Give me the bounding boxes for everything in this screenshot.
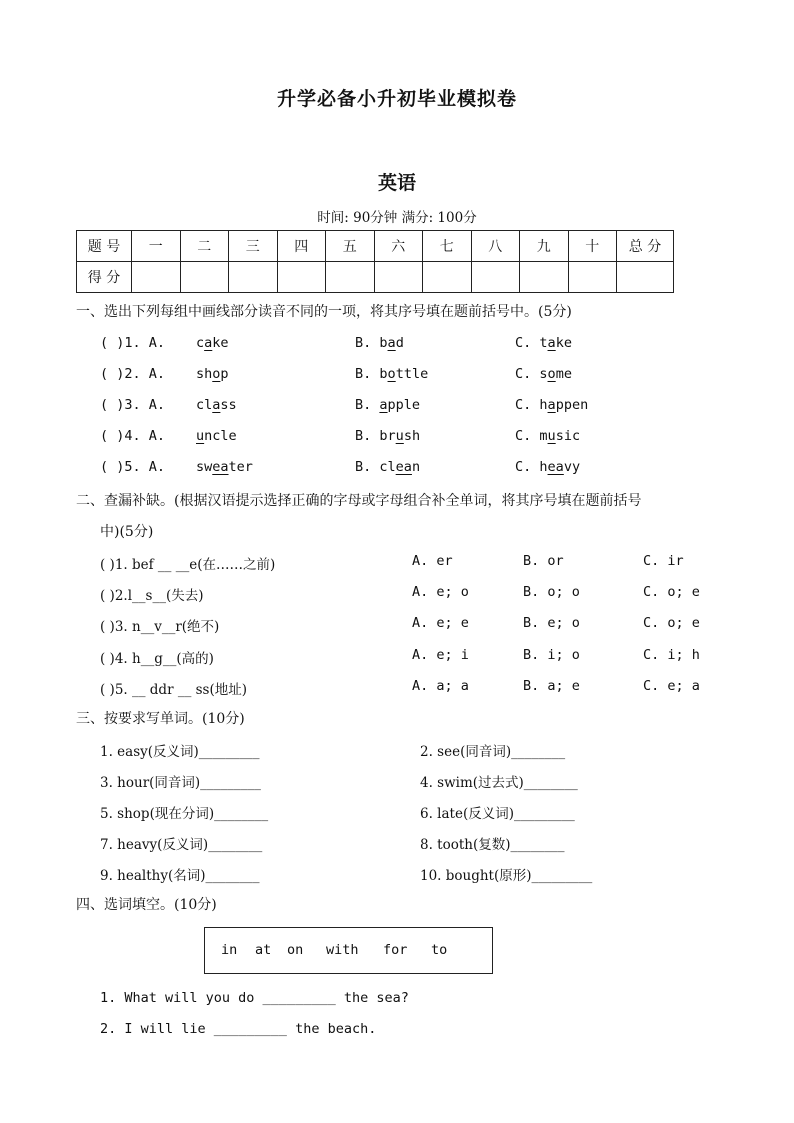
score-cell: 六: [374, 231, 423, 262]
word-question: 6. late(反义词)_________: [420, 806, 575, 822]
word-bank-item: to: [431, 942, 448, 958]
option-b: B. brush: [355, 428, 421, 444]
fill-question: 1. What will you do _________ the sea?: [100, 990, 409, 1006]
score-input-cell[interactable]: [374, 262, 423, 293]
option-b: B. bottle: [355, 366, 429, 382]
option-a: A. a; a: [412, 678, 469, 694]
word-bank-item: at: [255, 942, 272, 958]
word-bank-item: on: [287, 942, 304, 958]
option-c: C. take: [515, 335, 572, 351]
option-b: B. o; o: [523, 584, 580, 600]
score-cell: 题 号: [77, 231, 132, 262]
word-question: 8. tooth(复数)________: [420, 837, 565, 853]
score-input-cell[interactable]: [617, 262, 674, 293]
word-bank-item: in: [221, 942, 238, 958]
section3-heading: 三、按要求写单词。(10分): [76, 711, 245, 727]
score-cell: 一: [132, 231, 181, 262]
score-cell: 八: [471, 231, 520, 262]
score-cell: 五: [326, 231, 375, 262]
section1-heading: 一、选出下列每组中画线部分读音不同的一项，将其序号填在题前括号中。(5分): [76, 304, 572, 320]
question-text: ( )2.l__s__(失去): [100, 588, 204, 604]
option-b: B. i; o: [523, 647, 580, 663]
score-input-cell[interactable]: [132, 262, 181, 293]
word-question: 4. swim(过去式)________: [420, 775, 578, 791]
score-cell: 九: [520, 231, 569, 262]
option-a: shop: [196, 366, 229, 382]
option-b: B. e; o: [523, 615, 580, 631]
score-input-cell[interactable]: [277, 262, 326, 293]
word-question: 1. easy(反义词)_________: [100, 744, 260, 760]
word-bank-item: for: [383, 942, 408, 958]
option-a: A. e; i: [412, 647, 469, 663]
score-row-label: 得 分: [77, 262, 132, 293]
option-b: B. or: [523, 553, 564, 569]
option-a: A. er: [412, 553, 453, 569]
time-and-score-info: 时间: 90分钟 满分: 100分: [317, 210, 477, 226]
question-number: ( )3. A.: [100, 397, 166, 413]
option-c: C. o; e: [643, 615, 700, 631]
question-text: ( )1. bef __ __e(在……之前): [100, 557, 276, 573]
question-text: ( )5. __ ddr __ ss(地址): [100, 682, 247, 698]
question-number: ( )4. A.: [100, 428, 166, 444]
score-input-cell[interactable]: [423, 262, 472, 293]
score-input-cell[interactable]: [471, 262, 520, 293]
option-c: C. heavy: [515, 459, 581, 475]
option-a: A. e; o: [412, 584, 469, 600]
question-text: ( )4. h__g__(高的): [100, 651, 214, 667]
option-c: C. some: [515, 366, 572, 382]
score-cell: 十: [568, 231, 617, 262]
score-input-cell[interactable]: [229, 262, 278, 293]
section2-heading: 二、查漏补缺。(根据汉语提示选择正确的字母或字母组合补全单词，将其序号填在题前括号: [76, 493, 642, 509]
word-question: 10. bought(原形)_________: [420, 868, 593, 884]
word-question: 3. hour(同音词)_________: [100, 775, 261, 791]
option-c: C. o; e: [643, 584, 700, 600]
score-input-cell[interactable]: [180, 262, 229, 293]
question-text: ( )3. n__v__r(绝不): [100, 619, 220, 635]
score-input-cell[interactable]: [326, 262, 375, 293]
option-b: B. bad: [355, 335, 404, 351]
section2-heading-cont: 中)(5分): [100, 524, 154, 540]
word-question: 9. healthy(名词)________: [100, 868, 260, 884]
word-question: 2. see(同音词)________: [420, 744, 566, 760]
option-b: B. apple: [355, 397, 421, 413]
question-number: ( )1. A.: [100, 335, 166, 351]
word-bank-item: with: [326, 942, 359, 958]
option-b: B. clean: [355, 459, 421, 475]
score-cell: 二: [180, 231, 229, 262]
option-a: A. e; e: [412, 615, 469, 631]
option-c: C. e; a: [643, 678, 700, 694]
option-a: sweater: [196, 459, 253, 475]
option-a: class: [196, 397, 237, 413]
fill-question: 2. I will lie _________ the beach.: [100, 1021, 377, 1037]
option-b: B. a; e: [523, 678, 580, 694]
section4-heading: 四、选词填空。(10分): [76, 897, 217, 913]
word-bank-box: [204, 927, 493, 974]
score-table: [76, 230, 674, 293]
word-question: 5. shop(现在分词)________: [100, 806, 269, 822]
score-table-score-row: [77, 262, 674, 293]
score-table-header-row: [77, 231, 674, 262]
score-cell: 四: [277, 231, 326, 262]
score-cell: 三: [229, 231, 278, 262]
subject-title: 英语: [377, 172, 416, 194]
option-c: C. ir: [643, 553, 684, 569]
score-cell: 总 分: [617, 231, 674, 262]
exam-title: 升学必备小升初毕业模拟卷: [276, 88, 517, 110]
option-c: C. i; h: [643, 647, 700, 663]
option-c: C. music: [515, 428, 581, 444]
question-number: ( )2. A.: [100, 366, 166, 382]
word-question: 7. heavy(反义词)________: [100, 837, 263, 853]
question-number: ( )5. A.: [100, 459, 166, 475]
option-c: C. happen: [515, 397, 589, 413]
option-a: cake: [196, 335, 229, 351]
score-input-cell[interactable]: [520, 262, 569, 293]
score-input-cell[interactable]: [568, 262, 617, 293]
option-a: uncle: [196, 428, 237, 444]
score-cell: 七: [423, 231, 472, 262]
